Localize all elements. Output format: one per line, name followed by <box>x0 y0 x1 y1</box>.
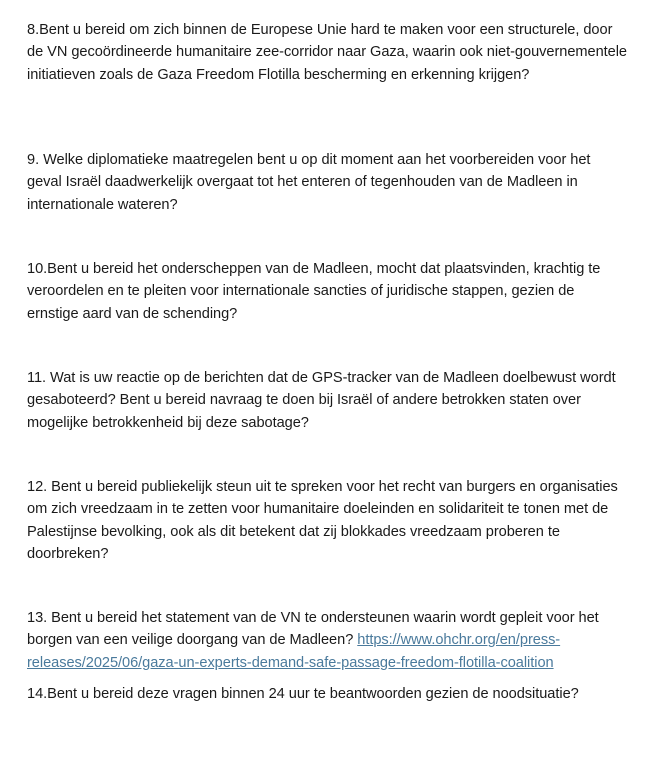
question-13-text: 13. Bent u bereid het statement van de VN te ondersteunen waarin wordt gepleit voor het borgen van een veilige doorgang van de Madleen? <box>27 610 599 649</box>
question-8: 8.Bent u bereid om zich binnen de Europese Unie hard te maken voor een structurele, door de VN gecoördineerde humanitaire zee-corridor naar Gaza, waarin ook niet-gouvernementele initiatieven zoals de Gaza Freedom Flotilla bescherming en erkenning krijgen? <box>27 22 627 83</box>
question-13 <box>27 607 627 674</box>
question-14: 14.Bent u bereid deze vragen binnen 24 uur te beantwoorden gezien de noodsituatie? <box>27 686 579 702</box>
question-11: 11. Wat is uw reactie op de berichten dat de GPS-tracker van de Madleen doelbewust wordt gesaboteerd? Bent u bereid navraag te doen bij Israël of andere betrokken staten over mogelijke betrokkenheid bij deze sabotage? <box>27 370 616 431</box>
question-10: 10.Bent u bereid het onderscheppen van de Madleen, mocht dat plaatsvinden, krachtig te veroordelen en te pleiten voor internationale sancties of juridische stappen, gezien de ernstige aard van de schending? <box>27 261 601 322</box>
question-9: 9. Welke diplomatieke maatregelen bent u op dit moment aan het voorbereiden voor het geval Israël daadwerkelijk overgaat tot het enteren of tegenhouden van de Madleen in internationale wateren? <box>27 152 591 213</box>
ohchr-press-release-link[interactable]: https://www.ohchr.org/en/press-releases/2025/06/gaza-un-experts-demand-safe-passage-freedom-flotilla-coalition <box>27 632 561 671</box>
question-12: 12. Bent u bereid publiekelijk steun uit te spreken voor het recht van burgers en organisaties om zich vreedzaam in te zetten voor humanitaire doeleinden en solidariteit te tonen met de Palestijnse bevolking, ook als dit betekent dat zij blokkades vreedzaam proberen te doorbreken? <box>27 479 618 562</box>
